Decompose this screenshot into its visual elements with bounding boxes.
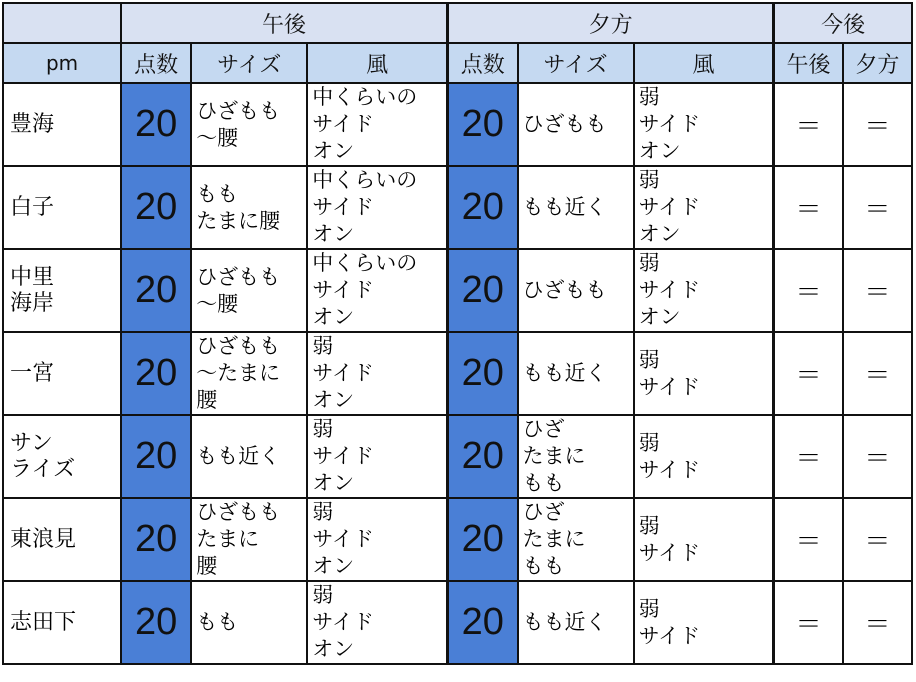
outlook-afternoon: ＝ xyxy=(774,83,843,166)
group-evening-header: 夕方 xyxy=(447,3,773,43)
spot-name: 東浪見 xyxy=(3,498,121,581)
afternoon-score: 20 xyxy=(121,415,191,498)
evening-wind: 弱 サイド オン xyxy=(634,166,774,249)
evening-size: もも近く xyxy=(518,581,634,664)
evening-score: 20 xyxy=(447,166,517,249)
corner-cell xyxy=(3,3,121,43)
evening-score: 20 xyxy=(447,581,517,664)
afternoon-score: 20 xyxy=(121,166,191,249)
evening-size: ひざ たまに もも xyxy=(518,415,634,498)
evening-size: ひざもも xyxy=(518,249,634,332)
evening-size-header: サイズ xyxy=(518,43,634,83)
afternoon-wind: 中くらいの サイド オン xyxy=(307,249,447,332)
spot-row xyxy=(3,166,912,249)
outlook-afternoon: ＝ xyxy=(774,332,843,415)
outlook-evening: ＝ xyxy=(843,83,912,166)
afternoon-size: ひざもも ～腰 xyxy=(191,83,307,166)
evening-score-header: 点数 xyxy=(447,43,517,83)
evening-wind-header: 風 xyxy=(634,43,774,83)
spot-name: 中里 海岸 xyxy=(3,249,121,332)
outlook-evening: ＝ xyxy=(843,166,912,249)
afternoon-size: ひざもも たまに 腰 xyxy=(191,498,307,581)
outlook-afternoon: ＝ xyxy=(774,415,843,498)
afternoon-size: もも近く xyxy=(191,415,307,498)
outlook-afternoon: ＝ xyxy=(774,498,843,581)
spot-name: 一宮 xyxy=(3,332,121,415)
evening-size: もも近く xyxy=(518,166,634,249)
outlook-evening: ＝ xyxy=(843,249,912,332)
afternoon-wind: 弱 サイド オン xyxy=(307,415,447,498)
spot-row xyxy=(3,581,912,664)
afternoon-wind: 中くらいの サイド オン xyxy=(307,83,447,166)
evening-size: もも近く xyxy=(518,332,634,415)
afternoon-score: 20 xyxy=(121,249,191,332)
afternoon-wind: 弱 サイド オン xyxy=(307,498,447,581)
outlook-afternoon: ＝ xyxy=(774,166,843,249)
spot-row xyxy=(3,498,912,581)
evening-score: 20 xyxy=(447,498,517,581)
evening-score: 20 xyxy=(447,249,517,332)
spot-name: 豊海 xyxy=(3,83,121,166)
evening-wind: 弱 サイド xyxy=(634,415,774,498)
outlook-evening: ＝ xyxy=(843,332,912,415)
evening-wind: 弱 サイド xyxy=(634,332,774,415)
surf-forecast-table xyxy=(2,2,913,665)
outlook-afternoon: ＝ xyxy=(774,249,843,332)
afternoon-wind: 弱 サイド オン xyxy=(307,332,447,415)
spot-row xyxy=(3,249,912,332)
evening-size: ひざ たまに もも xyxy=(518,498,634,581)
outlook-evening: ＝ xyxy=(843,498,912,581)
afternoon-score: 20 xyxy=(121,498,191,581)
afternoon-score: 20 xyxy=(121,332,191,415)
evening-size: ひざもも xyxy=(518,83,634,166)
afternoon-score: 20 xyxy=(121,581,191,664)
column-header-row xyxy=(3,43,912,83)
outlook-afternoon: ＝ xyxy=(774,581,843,664)
group-header-row xyxy=(3,3,912,43)
spot-name: 白子 xyxy=(3,166,121,249)
evening-wind: 弱 サイド xyxy=(634,581,774,664)
evening-score: 20 xyxy=(447,332,517,415)
outlook-evening: ＝ xyxy=(843,581,912,664)
afternoon-size: ひざもも ～腰 xyxy=(191,249,307,332)
spot-name: 志田下 xyxy=(3,581,121,664)
outlook-evening-header: 夕方 xyxy=(843,43,912,83)
outlook-evening: ＝ xyxy=(843,415,912,498)
afternoon-size-header: サイズ xyxy=(191,43,307,83)
afternoon-score-header: 点数 xyxy=(121,43,191,83)
spot-row xyxy=(3,332,912,415)
evening-wind: 弱 サイド xyxy=(634,498,774,581)
afternoon-wind-header: 風 xyxy=(307,43,447,83)
evening-wind: 弱 サイド オン xyxy=(634,249,774,332)
afternoon-score: 20 xyxy=(121,83,191,166)
afternoon-wind: 弱 サイド オン xyxy=(307,581,447,664)
pm-header: pm xyxy=(3,43,121,83)
afternoon-size: もも xyxy=(191,581,307,664)
spot-row xyxy=(3,83,912,166)
afternoon-size: もも たまに腰 xyxy=(191,166,307,249)
spot-name: サン ライズ xyxy=(3,415,121,498)
evening-score: 20 xyxy=(447,83,517,166)
afternoon-size: ひざもも ～たまに 腰 xyxy=(191,332,307,415)
afternoon-wind: 中くらいの サイド オン xyxy=(307,166,447,249)
outlook-afternoon-header: 午後 xyxy=(774,43,843,83)
evening-score: 20 xyxy=(447,415,517,498)
spot-row xyxy=(3,415,912,498)
evening-wind: 弱 サイド オン xyxy=(634,83,774,166)
group-outlook-header: 今後 xyxy=(774,3,912,43)
group-afternoon-header: 午後 xyxy=(121,3,447,43)
